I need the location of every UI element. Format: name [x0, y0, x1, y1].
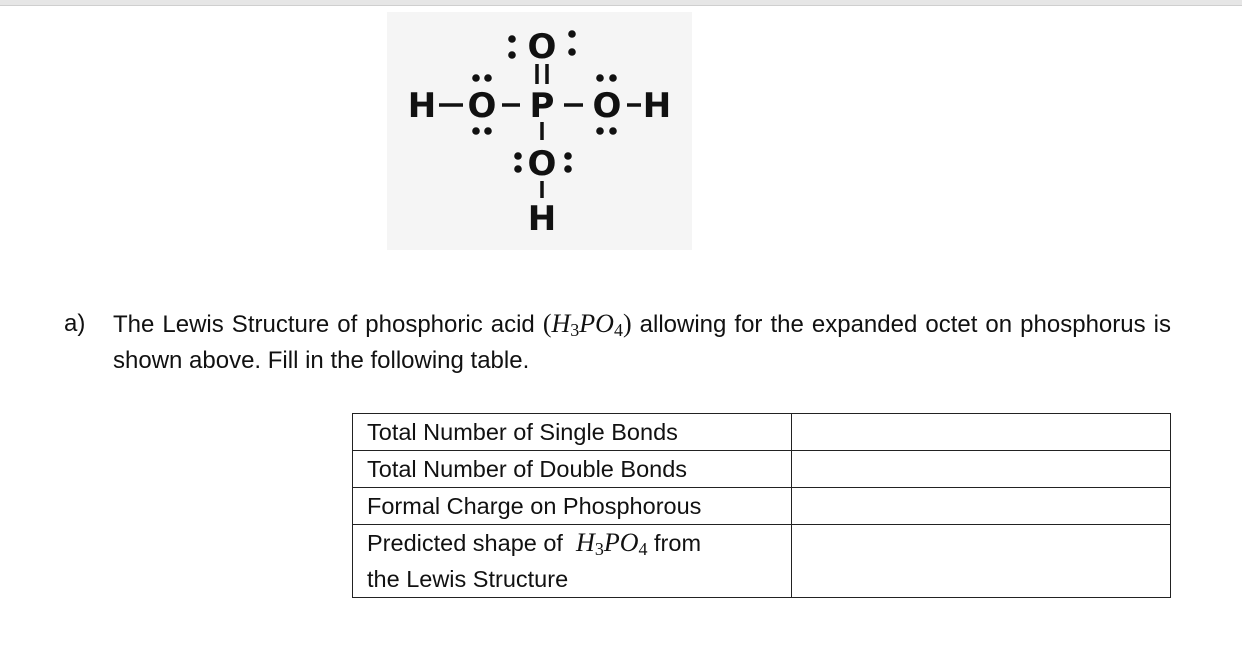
atom-oxygen-bottom: O [527, 144, 557, 184]
answer-cell-double-bonds[interactable] [792, 451, 1171, 488]
page-top-edge [0, 0, 1242, 6]
atom-oxygen-left: O [467, 86, 497, 126]
formula-h3po4: $H_3PO_4$ [551, 309, 623, 340]
question-text-after: allowing for the expanded octet on phosphorus is shown above. Fill in the following table. [113, 311, 1171, 374]
atom-oxygen-top: O [527, 27, 557, 67]
question-text: The Lewis Structure of phosphoric acid $(H_3PO_4)$ allowing for the expanded octet on phosphorus is shown above. Fill in the following table. [113, 309, 1171, 374]
row-label-formal-charge: Formal Charge on Phosphorous [353, 488, 792, 525]
atom-hydrogen-left: H [407, 86, 437, 126]
row-label-predicted-shape: Predicted shape of $H_3PO_4$ from the Lewis Structure [353, 525, 792, 598]
atom-hydrogen-bottom: H [527, 199, 557, 239]
table-row [353, 414, 1171, 451]
answer-cell-predicted-shape[interactable] [792, 525, 1171, 598]
table-row [353, 488, 1171, 525]
question-marker: a) [64, 310, 86, 337]
answer-cell-formal-charge[interactable] [792, 488, 1171, 525]
row-label-double-bonds: Total Number of Double Bonds [353, 451, 792, 488]
answer-table [352, 413, 1171, 598]
formula-h3po4-table: $H_3PO_4$ [576, 528, 648, 559]
row-label-single-bonds: Total Number of Single Bonds [353, 414, 792, 451]
atom-phosphorus: P [529, 86, 555, 126]
question-text-before: The Lewis Structure of phosphoric acid [113, 311, 535, 338]
atom-oxygen-right: O [592, 86, 622, 126]
table-row [353, 451, 1171, 488]
answer-cell-single-bonds[interactable] [792, 414, 1171, 451]
table-row [353, 525, 1171, 598]
lewis-structure-diagram [387, 12, 692, 250]
atom-hydrogen-right: H [642, 86, 672, 126]
